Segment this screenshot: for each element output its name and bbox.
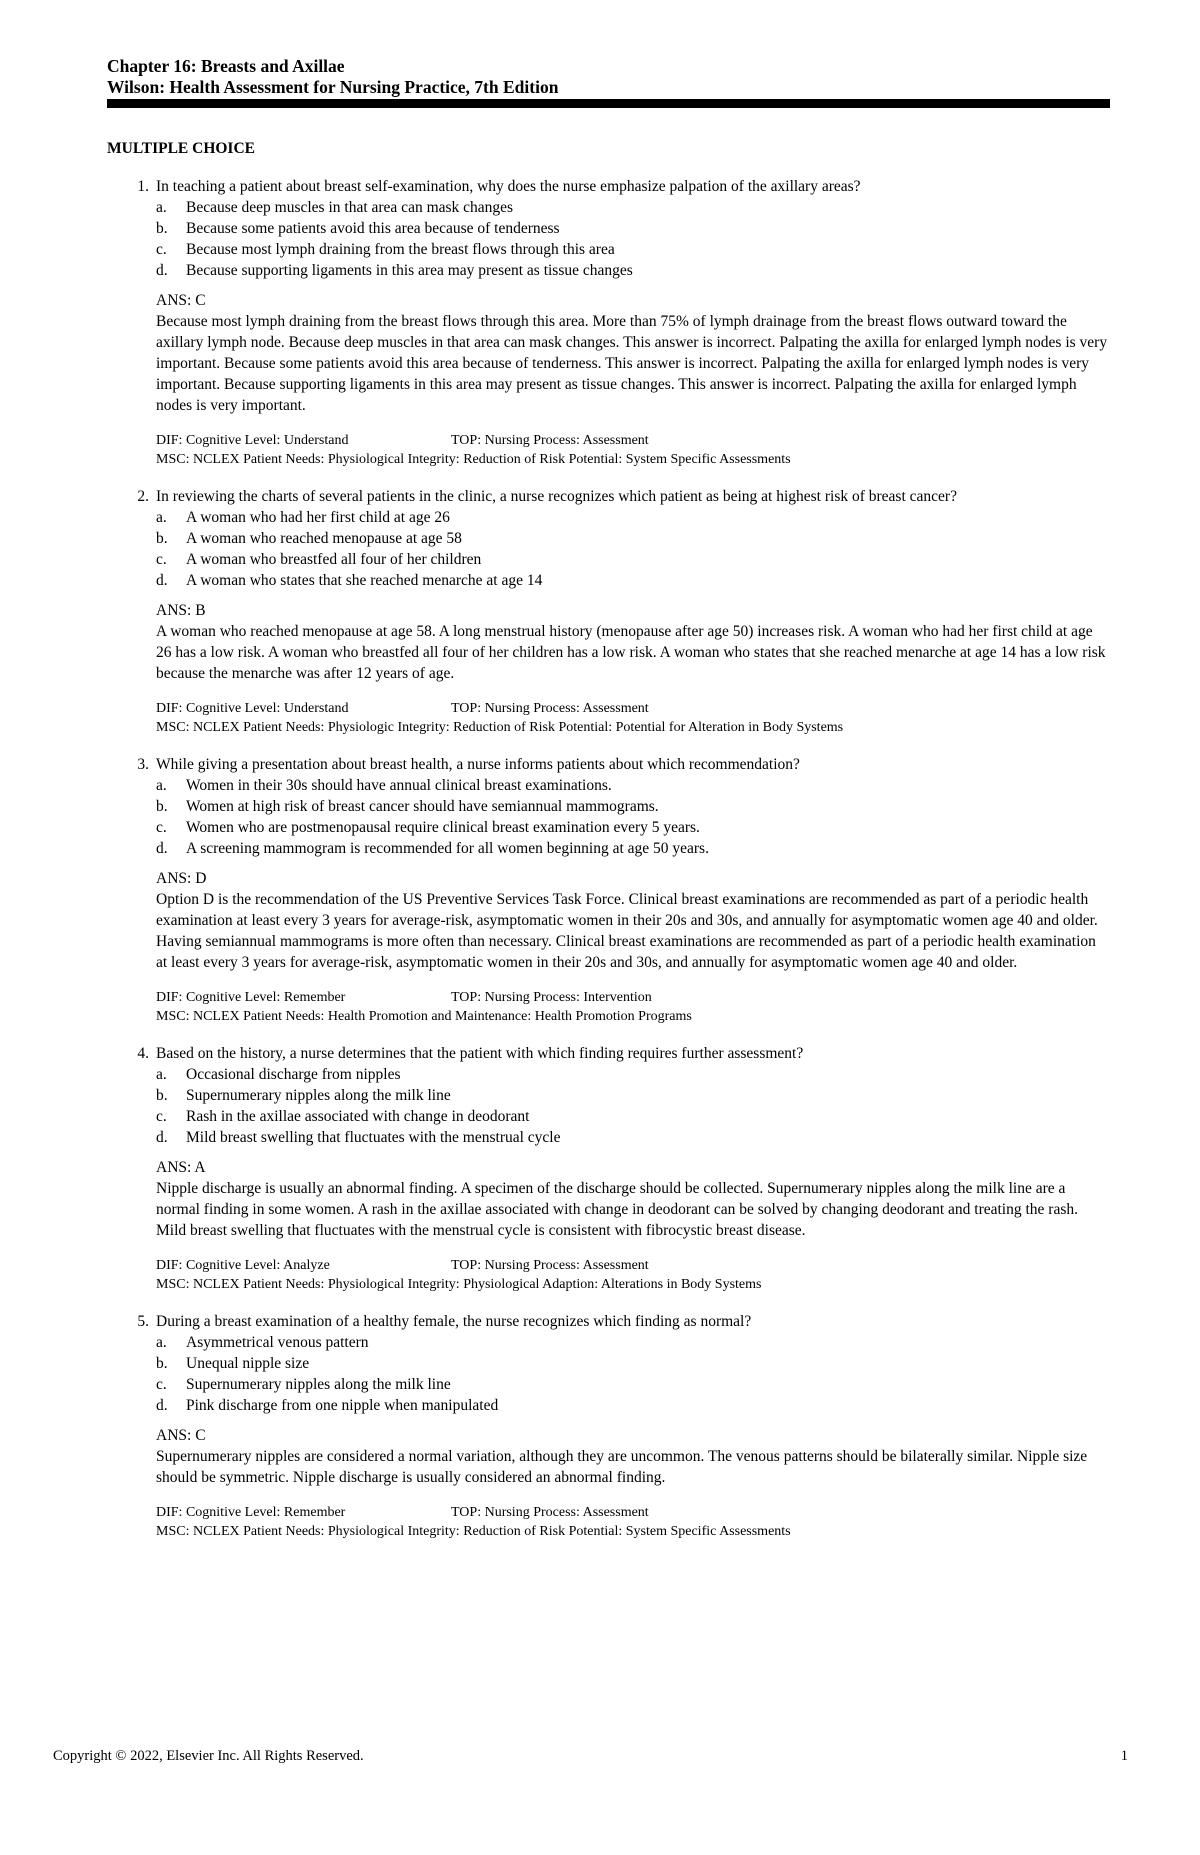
page-number: 1 (1120, 1748, 1128, 1764)
option (156, 1332, 1110, 1353)
option-letter: a. (156, 199, 167, 216)
question (107, 1311, 1110, 1541)
msc: MSC: NCLEX Patient Needs: Health Promotion and Maintenance: Health Promotion Programs (156, 1009, 692, 1024)
option (156, 218, 1110, 239)
options (156, 1064, 1110, 1148)
page-footer (53, 1748, 1128, 1765)
option-letter: d. (156, 840, 168, 857)
option (156, 1353, 1110, 1374)
option-text: A woman who reached menopause at age 58 (186, 530, 462, 547)
question-metadata (156, 699, 1110, 737)
option (156, 549, 1110, 570)
option-text: Asymmetrical venous pattern (186, 1334, 369, 1351)
option-text: A woman who breastfed all four of her children (186, 551, 482, 568)
option-text: Unequal nipple size (186, 1355, 310, 1372)
header-rule (107, 99, 1110, 108)
question-metadata (156, 1256, 1110, 1294)
option-text: Because some patients avoid this area because of tenderness (186, 220, 560, 237)
topic: TOP: Nursing Process: Assessment (451, 1505, 649, 1520)
option-text: A woman who states that she reached menarche at age 14 (186, 572, 543, 589)
answer-key: ANS: A (156, 1159, 206, 1176)
chapter-title: Chapter 16: Breasts and Axillae (107, 56, 345, 76)
option-letter: b. (156, 530, 168, 547)
topic: TOP: Nursing Process: Assessment (451, 701, 649, 716)
option-text: Rash in the axillae associated with change in deodorant (186, 1108, 530, 1125)
msc: MSC: NCLEX Patient Needs: Physiological Integrity: Reduction of Risk Potential: System Specific Assessments (156, 452, 791, 467)
option (156, 1395, 1110, 1416)
question-number: 2. (137, 488, 149, 505)
option-letter: a. (156, 777, 167, 794)
copyright-notice: Copyright © 2022, Elsevier Inc. All Rights Reserved. (53, 1748, 364, 1764)
option-letter: c. (156, 1108, 167, 1125)
difficulty: DIF: Cognitive Level: Remember (156, 990, 346, 1005)
question-list (107, 176, 1110, 1541)
question-metadata (156, 1503, 1110, 1541)
option-text: Women at high risk of breast cancer should have semiannual mammograms. (186, 798, 659, 815)
option-letter: a. (156, 509, 167, 526)
msc: MSC: NCLEX Patient Needs: Physiological Integrity: Reduction of Risk Potential: System Specific Assessments (156, 1524, 791, 1539)
question-text: Based on the history, a nurse determines that the patient with which finding requires further assessment? (156, 1045, 804, 1062)
rationale: Supernumerary nipples are considered a normal variation, although they are uncommon. The venous patterns should be bilaterally similar. Nipple size should be symmetric. Nipple discharge is usually considered an abnormal finding. (156, 1448, 1088, 1486)
rationale: Nipple discharge is usually an abnormal finding. A specimen of the discharge should be collected. Supernumerary nipples along the milk line are a normal finding in some women. A rash in the axillae associated with change in deodorant can be solved by changing deodorant and treating the rash. Mild breast swelling that fluctuates with the menstrual cycle is consistent with fibrocystic breast disease. (156, 1180, 1078, 1239)
option-text: Supernumerary nipples along the milk line (186, 1376, 451, 1393)
question-text: During a breast examination of a healthy female, the nurse recognizes which finding as normal? (156, 1313, 752, 1330)
question (107, 754, 1110, 1026)
option-letter: d. (156, 262, 168, 279)
option (156, 817, 1110, 838)
option-letter: c. (156, 551, 167, 568)
question-number: 4. (137, 1045, 149, 1062)
topic: TOP: Nursing Process: Intervention (451, 990, 652, 1005)
question-number: 1. (137, 178, 149, 195)
msc: MSC: NCLEX Patient Needs: Physiologic Integrity: Reduction of Risk Potential: Potential for Alteration in Body Systems (156, 720, 844, 735)
difficulty: DIF: Cognitive Level: Remember (156, 1505, 346, 1520)
question (107, 486, 1110, 737)
option-letter: d. (156, 1129, 168, 1146)
option-letter: b. (156, 1355, 168, 1372)
option-text: Because most lymph draining from the breast flows through this area (186, 241, 615, 258)
option (156, 1085, 1110, 1106)
option-text: Pink discharge from one nipple when manipulated (186, 1397, 499, 1414)
option-text: Supernumerary nipples along the milk line (186, 1087, 451, 1104)
option (156, 528, 1110, 549)
options (156, 775, 1110, 859)
rationale: Option D is the recommendation of the US Preventive Services Task Force. Clinical breast examinations are recommended as part of a periodic health examination at least every 3 years for average-risk, asymptomatic women in their 20s and 30s, and annually for asymptomatic women age 40 and older. Having semiannual mammograms is more often than necessary. Clinical breast examinations are recommended as part of a periodic health examination at least every 3 years for average-risk, asymptomatic women in their 20s and 30s, and annually for asymptomatic women age 40 and older. (156, 891, 1098, 971)
answer-key: ANS: B (156, 602, 206, 619)
difficulty: DIF: Cognitive Level: Understand (156, 433, 349, 448)
topic: TOP: Nursing Process: Assessment (451, 1258, 649, 1273)
rationale: Because most lymph draining from the breast flows through this area. More than 75% of lymph drainage from the breast flows outward toward the axillary lymph node. Because deep muscles in that area can mask changes. This answer is incorrect. Palpating the axilla for enlarged lymph nodes is very important. Because some patients avoid this area because of tenderness. This answer is incorrect. Palpating the axilla for enlarged lymph nodes is very important. Because supporting ligaments in this area may present as tissue changes. This answer is incorrect. Palpating the axilla for enlarged lymph nodes is very important. (156, 313, 1108, 414)
option (156, 1064, 1110, 1085)
question-text: In reviewing the charts of several patients in the clinic, a nurse recognizes which patient as being at highest risk of breast cancer? (156, 488, 957, 505)
difficulty: DIF: Cognitive Level: Analyze (156, 1258, 330, 1273)
question-metadata (156, 431, 1110, 469)
question-number: 3. (137, 756, 149, 773)
rationale: A woman who reached menopause at age 58. A long menstrual history (menopause after age 50) increases risk. A woman who had her first child at age 26 has a low risk. A woman who breastfed all four of her children has a low risk. A woman who states that she reached menarche at age 14 has a low risk because the menarche was after 12 years of age. (156, 623, 1106, 682)
question-text: In teaching a patient about breast self-examination, why does the nurse emphasize palpation of the axillary areas? (156, 178, 861, 195)
option (156, 570, 1110, 591)
option (156, 260, 1110, 281)
option-text: Mild breast swelling that fluctuates with the menstrual cycle (186, 1129, 561, 1146)
option-letter: d. (156, 572, 168, 589)
option-text: Women in their 30s should have annual clinical breast examinations. (186, 777, 612, 794)
option-letter: c. (156, 819, 167, 836)
topic: TOP: Nursing Process: Assessment (451, 433, 649, 448)
difficulty: DIF: Cognitive Level: Understand (156, 701, 349, 716)
option-letter: c. (156, 1376, 167, 1393)
option-letter: a. (156, 1066, 167, 1083)
msc: MSC: NCLEX Patient Needs: Physiological Integrity: Physiological Adaption: Alterations in Body Systems (156, 1277, 762, 1292)
option (156, 197, 1110, 218)
option (156, 1106, 1110, 1127)
option (156, 239, 1110, 260)
option-letter: b. (156, 220, 168, 237)
answer-key: ANS: C (156, 1427, 206, 1444)
document-header (107, 56, 1107, 98)
option-text: Because supporting ligaments in this area may present as tissue changes (186, 262, 633, 279)
option-text: A screening mammogram is recommended for all women beginning at age 50 years. (186, 840, 709, 857)
option-letter: a. (156, 1334, 167, 1351)
section-title: MULTIPLE CHOICE (107, 140, 255, 157)
option-letter: b. (156, 798, 168, 815)
question-text: While giving a presentation about breast health, a nurse informs patients about which recommendation? (156, 756, 800, 773)
option (156, 507, 1110, 528)
option (156, 1374, 1110, 1395)
option-letter: b. (156, 1087, 168, 1104)
answer-key: ANS: C (156, 292, 206, 309)
book-title: Wilson: Health Assessment for Nursing Practice, 7th Edition (107, 77, 559, 97)
option-text: Women who are postmenopausal require clinical breast examination every 5 years. (186, 819, 700, 836)
option-text: Occasional discharge from nipples (186, 1066, 401, 1083)
option-letter: d. (156, 1397, 168, 1414)
question (107, 176, 1110, 469)
options (156, 197, 1110, 281)
question (107, 1043, 1110, 1294)
answer-key: ANS: D (156, 870, 207, 887)
question-number: 5. (137, 1313, 149, 1330)
option (156, 775, 1110, 796)
option (156, 838, 1110, 859)
option-text: A woman who had her first child at age 26 (186, 509, 450, 526)
option (156, 796, 1110, 817)
options (156, 507, 1110, 591)
option-text: Because deep muscles in that area can mask changes (186, 199, 514, 216)
question-metadata (156, 988, 1110, 1026)
options (156, 1332, 1110, 1416)
option (156, 1127, 1110, 1148)
option-letter: c. (156, 241, 167, 258)
